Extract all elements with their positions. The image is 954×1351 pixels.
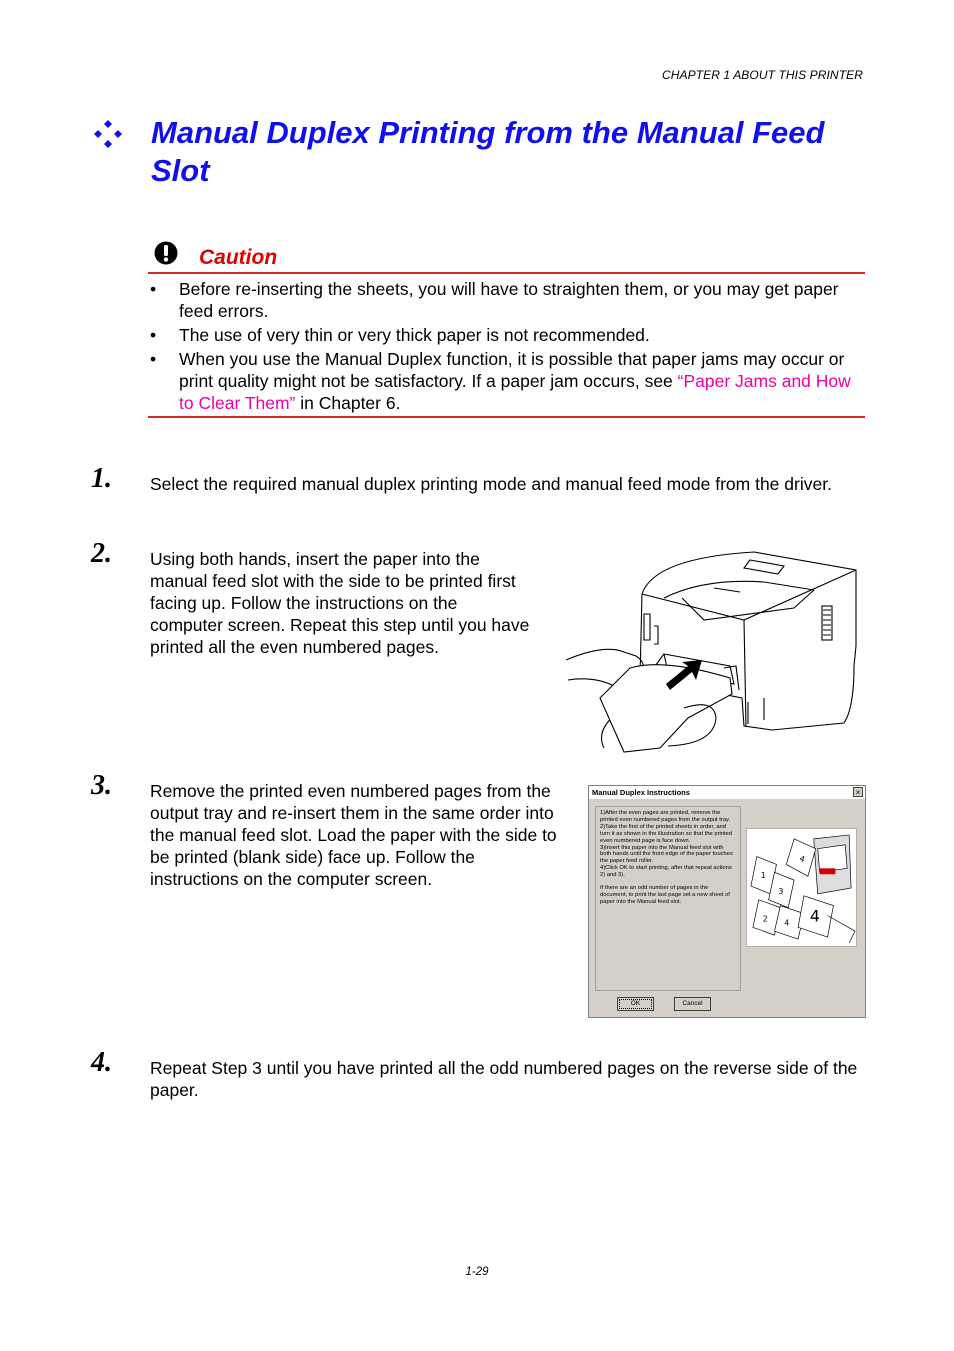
caution-item xyxy=(148,278,865,322)
step-text: Select the required manual duplex printing mode and manual feed mode from the driver. xyxy=(150,474,832,494)
caution-item-text: Before re-inserting the sheets, you will have to straighten them, or you may get paper feed errors. xyxy=(179,279,839,321)
dialog-title: Manual Duplex Instructions xyxy=(589,786,865,799)
page-number: 1-29 xyxy=(465,1266,489,1278)
step-text: Using both hands, insert the paper into the manual feed slot with the side to be printed first facing up. Follow the instructions on the computer screen. Repeat this step until you have printed all the even numbered pages. xyxy=(150,549,530,657)
svg-text:4: 4 xyxy=(809,906,820,926)
caution-item xyxy=(148,348,865,414)
step-number: 3. xyxy=(91,770,112,801)
caution-bottom-rule xyxy=(148,416,865,418)
step-number: 4. xyxy=(91,1047,112,1078)
svg-text:2: 2 xyxy=(762,914,768,924)
caution-item-text: When you use the Manual Duplex function, it is possible that paper jams may occur or print quality might not be satisfactory. If a paper jam occurs, see xyxy=(179,349,845,391)
caution-top-rule xyxy=(148,272,865,274)
dialog-note: If there are an odd number of pages in the document, to print the last page set a new sheet of paper into the Manual feed slot. xyxy=(600,885,730,905)
step-text: Remove the printed even numbered pages from the output tray and re-insert them in the same order into the manual feed slot. Load the paper with the side to be printed (blank side) face up. Follow the instructions on the computer screen. xyxy=(150,781,557,889)
cancel-button[interactable]: Cancel xyxy=(674,997,711,1011)
chapter-header: CHAPTER 1 ABOUT THIS PRINTER xyxy=(661,68,863,82)
page-title: Manual Duplex Printing from the Manual Feed Slot xyxy=(151,115,825,188)
bullet: • xyxy=(150,325,157,345)
diamond-bullet-icon xyxy=(93,119,123,149)
svg-text:4: 4 xyxy=(798,853,807,865)
caution-label: Caution xyxy=(199,246,278,269)
caution-item xyxy=(148,324,865,346)
bullet: • xyxy=(150,349,157,369)
dialog-instructions-box xyxy=(595,806,741,991)
caution-item-text: The use of very thin or very thick paper is not recommended. xyxy=(179,325,650,345)
dialog-illustration xyxy=(746,828,857,947)
printer-illustration xyxy=(564,548,862,760)
step-number: 2. xyxy=(91,538,112,569)
step-text: Repeat Step 3 until you have printed all the odd numbered pages on the reverse side of the paper. xyxy=(150,1058,858,1100)
exclamation-icon xyxy=(154,241,178,265)
svg-text:1: 1 xyxy=(760,871,766,881)
ok-button[interactable]: OK xyxy=(617,997,654,1011)
manual-duplex-dialog xyxy=(588,785,866,1018)
caution-list xyxy=(148,278,865,416)
step-number: 1. xyxy=(91,463,112,494)
svg-text:3: 3 xyxy=(778,886,784,896)
dialog-close-button[interactable]: × xyxy=(853,787,863,797)
bullet: • xyxy=(150,279,157,299)
caution-item-text: in Chapter 6. xyxy=(295,393,401,413)
svg-text:4: 4 xyxy=(784,918,790,928)
dialog-instructions: 1)After the even pages are printed, remove the printed even numbered pages from the output tray. 2)Take the first of the printed sheets in order, and turn it as shown in the illustration so that the printed even numbered page is face down. 3)Insert this paper into the Manual feed slot with both hands until the front edge of the paper touches the paper feed roller. 4)Click OK to start printing, after that repeat actions 2) and 3). xyxy=(600,810,733,879)
paper-jams-link[interactable]: “Paper Jams and How to Clear Them” xyxy=(179,371,851,413)
